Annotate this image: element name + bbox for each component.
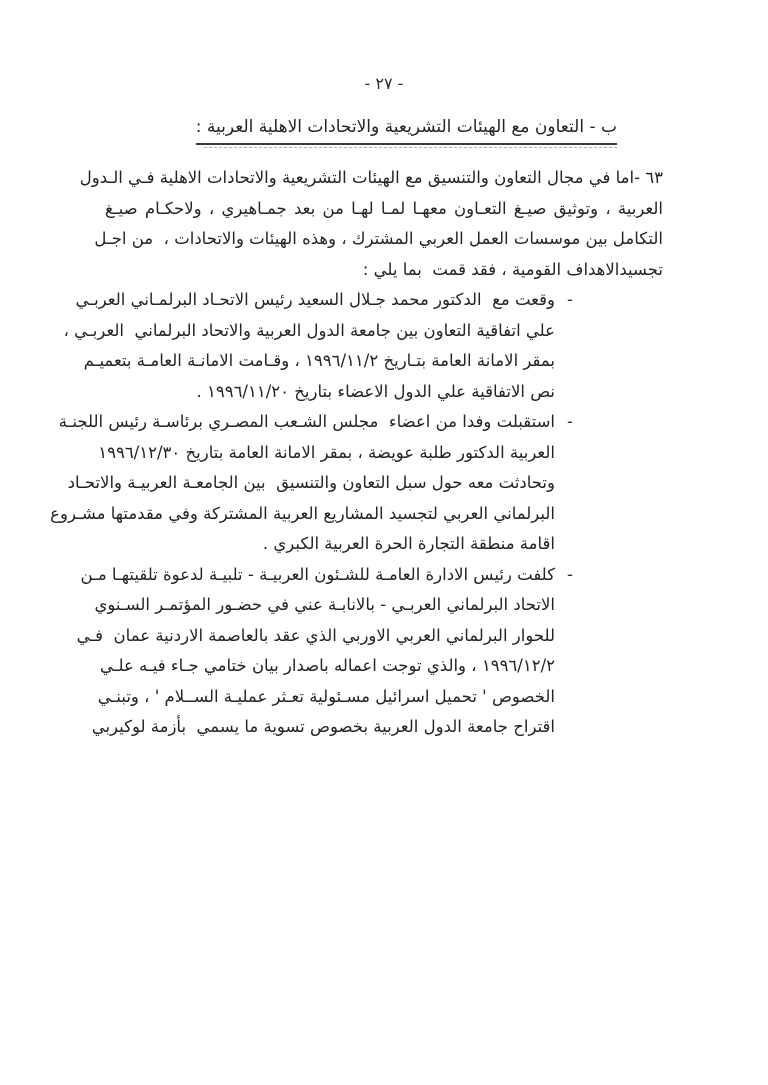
page-number: - ٢٧ - <box>364 74 404 93</box>
text-line: ٦٣ -اما في مجال التعاون والتنسيق مع الهيئات التشريعية والاتحادات الاهلية فـي الـدول <box>79 168 663 187</box>
bullet-item-3 <box>76 560 573 743</box>
text-line: وقعت مع الدكتور محمد جـلال السعيد رئيس الاتحـاد البرلمـاني العربـي <box>75 290 555 309</box>
text-line: العربية ، وتوثيق صيـغ التعـاون معهـا لمـا لهـا من بعد جمـاهيري ، ولاحكـام صيـغ <box>105 198 663 218</box>
text-line: للحوار البرلماني العربي الاوربي الذي عقد بالعاصمة الاردنية عمان فـي <box>76 625 555 645</box>
bullet-item-1 <box>63 285 573 407</box>
text-line: علي اتفاقية التعاون بين جامعة الدول العربية والاتحاد البرلماني العربـي ، <box>63 320 555 340</box>
text-line: ١٩٩٦/١٢/٢ ، والذي توجت اعماله باصدار بيان ختامي جـاء فيـه علـي <box>99 656 555 675</box>
text-line: كلفت رئيس الادارة العامـة للشـئون العربيـة - تلبيـة لدعوة تلقيتهـا مـن <box>80 564 555 584</box>
text-line: وتحادثت معه حول سبل التعاون والتنسيق بين الجامعـة العربيـة والاتحـاد <box>67 473 555 492</box>
text-line: نص الاتفاقية علي الدول الاعضاء بتاريخ ١٩٩٦/١١/٢٠ . <box>196 381 555 401</box>
text-line: اقامة منطقة التجارة الحرة العربية الكبري . <box>262 534 555 553</box>
section-heading <box>196 114 617 148</box>
bullet-item-2 <box>50 407 573 560</box>
text-line: الخصوص ' تحميل اسرائيل مسـئولية تعـثر عمليـة الســلام ' ، وتبنـي <box>97 686 555 706</box>
paragraph-63 <box>79 163 663 285</box>
text-line: تجسيدالاهداف القومية ، فقد قمت بما يلي : <box>362 259 663 279</box>
text-line: اقتراح جامعة الدول العربية بخصوص تسوية ما يسمي بأزمة لوكيربي <box>91 717 555 736</box>
text-line: بمقر الامانة العامة بتـاريخ ١٩٩٦/١١/٢ ، وقـامت الامانـة العامـة بتعميـم <box>83 351 555 370</box>
heading-underline <box>204 147 617 148</box>
body-text <box>50 163 663 743</box>
bullet-dash: - <box>567 564 573 584</box>
text-line: البرلماني العربي لتجسيد المشاريع العربية المشتركة وفي مقدمتها مشـروع <box>50 503 555 523</box>
text-line: الاتحاد البرلماني العربـي - بالانابـة عني في حضـور المؤتمـر السـنوي <box>94 595 555 614</box>
text-line: استقبلت وفدا من اعضاء مجلس الشـعب المصـري برئاسـة رئيس اللجنـة <box>58 412 555 431</box>
text-line: العربية الدكتور طلبة عويضة ، بمقر الامانة العامة بتاريخ ١٩٩٦/١٢/٣٠ <box>98 442 555 462</box>
bullet-dash: - <box>567 412 573 431</box>
bullet-dash: - <box>567 290 573 309</box>
section-heading-text: ب - التعاون مع الهيئات التشريعية والاتحادات الاهلية العربية : <box>196 114 617 145</box>
text-line: التكامل بين موسسات العمل العربي المشترك ، وهذه الهيئات والاتحادات ، من اجـل <box>94 229 663 248</box>
